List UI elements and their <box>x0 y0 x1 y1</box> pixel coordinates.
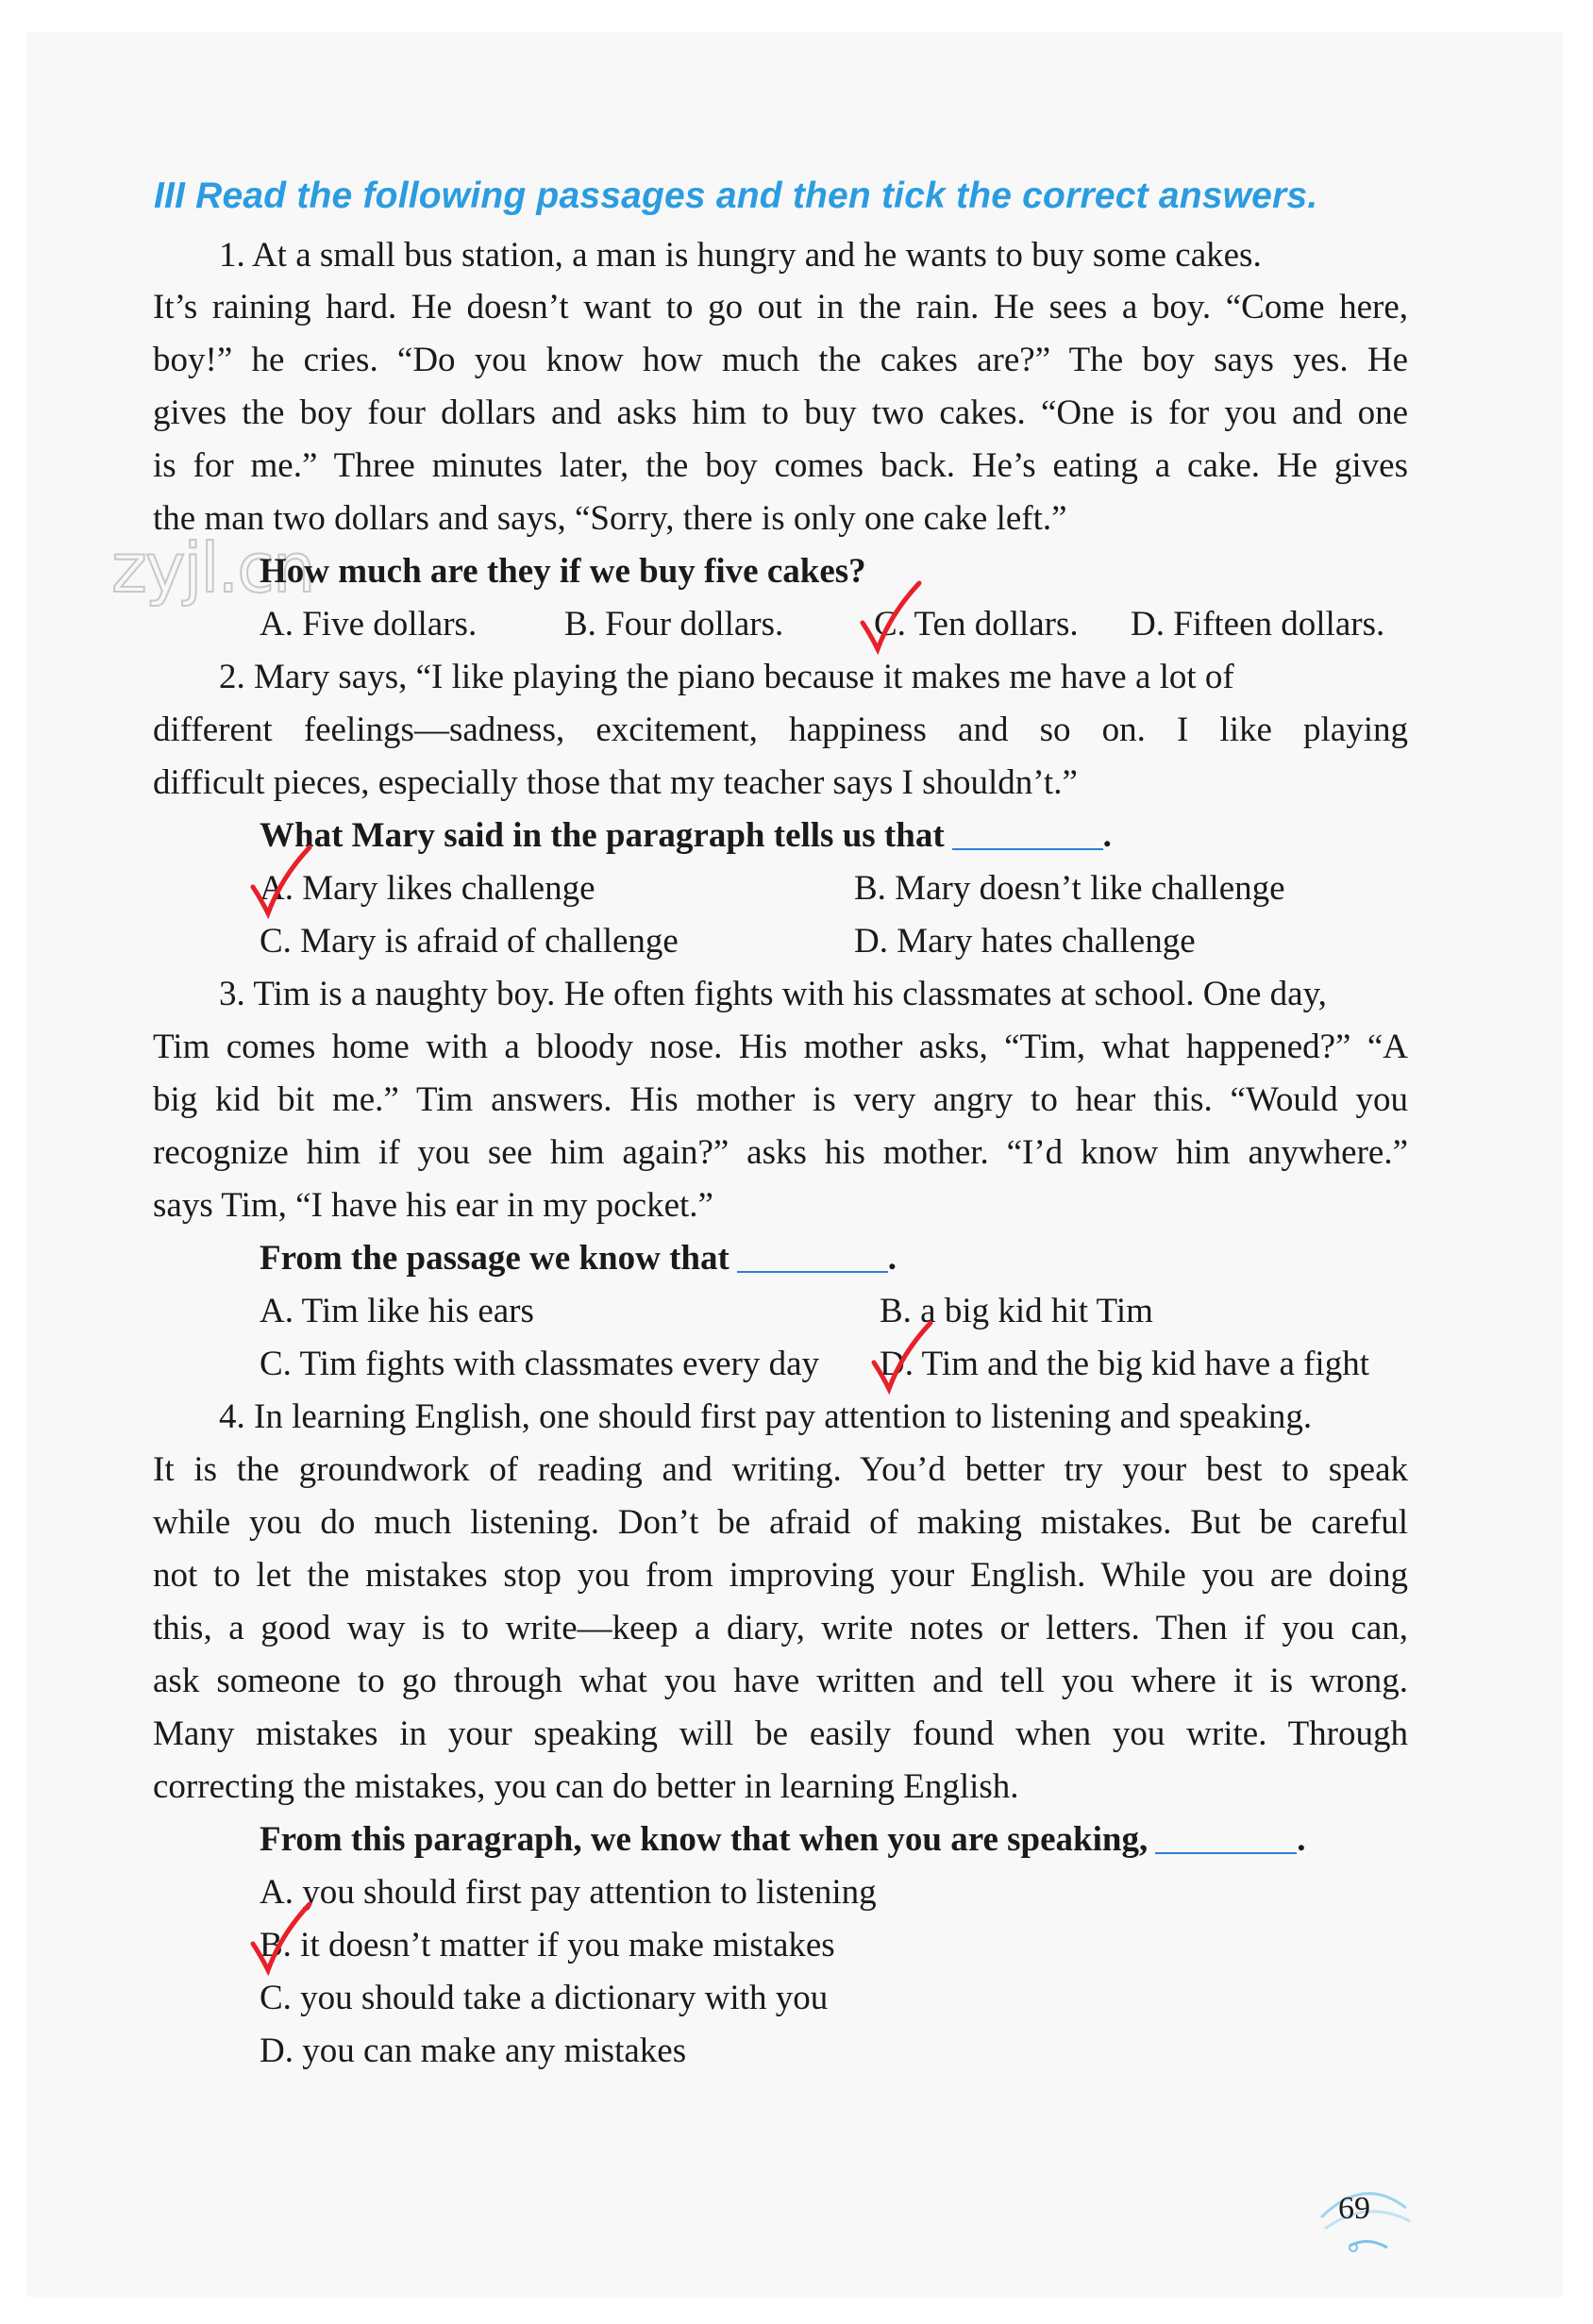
passage-2-line-2: different feelings—sadness, excitement, happiness and so on. I like playing <box>153 711 1408 749</box>
passage-4-line-3: while you do much listening. Don’t be afraid of making mistakes. But be careful <box>153 1503 1408 1542</box>
q4-option-a[interactable]: A. you should first pay attention to listening <box>260 1873 877 1912</box>
passage-3-line-5: says Tim, “I have his ear in my pocket.” <box>153 1186 713 1225</box>
answer-blank[interactable] <box>952 814 1103 850</box>
q4-option-d[interactable]: D. you can make any mistakes <box>260 2031 687 2070</box>
passage-3-line-1: 3. Tim is a naughty boy. He often fights with his classmates at school. One day, <box>219 975 1327 1013</box>
q3-option-b[interactable]: B. a big kid hit Tim <box>880 1292 1153 1330</box>
passage-3-line-2: Tim comes home with a bloody nose. His mother asks, “Tim, what happened?” “A <box>153 1028 1408 1066</box>
question-2 <box>260 810 1112 862</box>
checkmark-icon <box>247 844 313 919</box>
passage-4-line-5: this, a good way is to write—keep a diary, write notes or letters. Then if you can, <box>153 1609 1408 1647</box>
passage-1-line-1: 1. At a small bus station, a man is hungry and he wants to buy some cakes. <box>219 236 1262 275</box>
passage-1-line-3: boy!” he cries. “Do you know how much the cakes are?” The boy says yes. He <box>153 341 1408 379</box>
passage-3-line-4: recognize him if you see him again?” asks his mother. “I’d know him anywhere.” <box>153 1133 1408 1172</box>
passage-4-line-6: ask someone to go through what you have written and tell you where it is wrong. <box>153 1662 1408 1700</box>
section-title: III Read the following passages and then tick the correct answers. <box>154 176 1318 216</box>
checkmark-icon <box>247 1900 313 1976</box>
passage-1-line-5: is for me.” Three minutes later, the boy comes back. He’s eating a cake. He gives <box>153 446 1408 485</box>
passage-2-line-3: difficult pieces, especially those that my teacher says I shouldn’t.” <box>153 763 1078 802</box>
question-4-period: . <box>1297 1820 1306 1859</box>
question-4 <box>260 1814 1305 1866</box>
checkmark-icon <box>857 579 923 655</box>
q1-option-c[interactable]: C. Ten dollars. <box>874 605 1079 644</box>
question-1: How much are they if we buy five cakes? <box>260 552 866 591</box>
q2-option-b[interactable]: B. Mary doesn’t like challenge <box>854 869 1285 908</box>
watermark: zyjl.cn <box>111 528 314 608</box>
question-2-period: . <box>1102 816 1112 855</box>
checkmark-icon <box>868 1319 934 1395</box>
q4-option-b[interactable]: B. it doesn’t matter if you make mistakes <box>260 1926 835 1965</box>
answer-blank[interactable] <box>1155 1818 1297 1854</box>
passage-4-line-2: It is the groundwork of reading and writing. You’d better try your best to speak <box>153 1450 1408 1489</box>
q2-option-a[interactable]: A. Mary likes challenge <box>260 869 595 908</box>
question-3 <box>260 1232 897 1285</box>
answer-blank[interactable] <box>737 1237 888 1273</box>
q3-option-c[interactable]: C. Tim fights with classmates every day <box>260 1345 819 1383</box>
question-2-text: What Mary said in the paragraph tells us that <box>260 816 945 855</box>
passage-3-line-3: big kid bit me.” Tim answers. His mother is very angry to hear this. “Would you <box>153 1080 1408 1119</box>
q2-option-d[interactable]: D. Mary hates challenge <box>854 922 1196 961</box>
q3-option-d[interactable]: D. Tim and the big kid have a fight <box>880 1345 1369 1383</box>
passage-1-line-6: the man two dollars and says, “Sorry, there is only one cake left.” <box>153 499 1067 538</box>
passage-4-line-1: 4. In learning English, one should first pay attention to listening and speaking. <box>219 1397 1313 1436</box>
passage-4-line-8: correcting the mistakes, you can do better in learning English. <box>153 1767 1019 1806</box>
q2-option-c[interactable]: C. Mary is afraid of challenge <box>260 922 679 961</box>
question-3-text: From the passage we know that <box>260 1239 729 1278</box>
passage-1-line-4: gives the boy four dollars and asks him to buy two cakes. “One is for you and one <box>153 393 1408 432</box>
q1-option-d[interactable]: D. Fifteen dollars. <box>1131 605 1385 644</box>
q3-option-a[interactable]: A. Tim like his ears <box>260 1292 534 1330</box>
passage-4-line-7: Many mistakes in your speaking will be easily found when you write. Through <box>153 1714 1408 1753</box>
page-number: 69 <box>1338 2191 1370 2226</box>
q4-option-c[interactable]: C. you should take a dictionary with you <box>260 1979 829 2017</box>
question-3-period: . <box>887 1239 897 1278</box>
passage-2-line-1: 2. Mary says, “I like playing the piano because it makes me have a lot of <box>219 658 1234 696</box>
passage-4-line-4: not to let the mistakes stop you from improving your English. While you are doing <box>153 1556 1408 1595</box>
q1-option-b[interactable]: B. Four dollars. <box>564 605 784 644</box>
passage-1-line-2: It’s raining hard. He doesn’t want to go out in the rain. He sees a boy. “Come here, <box>153 288 1408 326</box>
q1-option-a[interactable]: A. Five dollars. <box>260 605 478 644</box>
question-4-text: From this paragraph, we know that when you are speaking, <box>260 1820 1149 1859</box>
